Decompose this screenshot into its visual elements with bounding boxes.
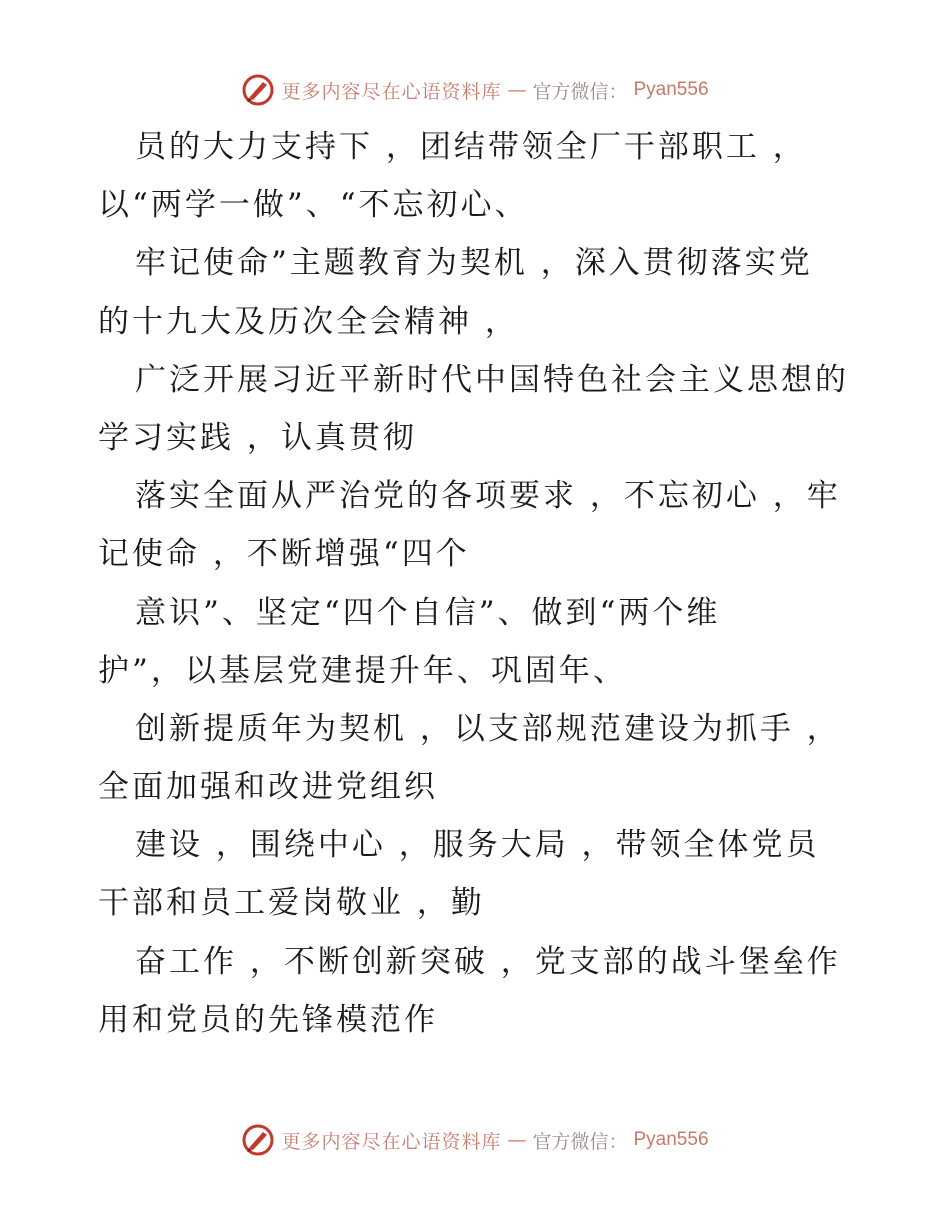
paragraph-line: 的十九大及历次全会精神 ， [98, 303, 519, 340]
paragraph-line: 员的大力支持下 ，团结带领全厂干部职工 ， [135, 129, 807, 165]
paragraph-line: 建设 ，围绕中心 ，服务大局 ，带领全体党员 [135, 827, 820, 864]
watermark-brand-text: 更多内容尽在心语资料库 [281, 80, 502, 103]
paragraph-line: 奋工作 ，不断创新突破 ，党支部的战斗堡垒作 [135, 943, 841, 980]
pen-circle-logo-icon [241, 73, 275, 107]
paragraph-line: 护”，以基层党建提升年、巩固年、 [98, 652, 627, 689]
header-watermark [0, 70, 950, 110]
watermark-official-label: 官方微信： [532, 1130, 628, 1153]
paragraph-line: 干部和员工爱岗敬业 ，勤 [98, 885, 485, 922]
document-body [98, 118, 868, 1049]
paragraph-line: 落实全面从严治党的各项要求 ，不忘初心 ，牢 [135, 478, 841, 515]
watermark-wechat-id: Pyan556 [633, 79, 709, 100]
paragraph-line: 牢记使命”主题教育为契机 ，深入贯彻落实党 [135, 245, 813, 282]
paragraph-line: 以“两学一做”、“不忘初心、 [98, 187, 529, 224]
paragraph-line: 全面加强和改进党组织 [98, 769, 438, 806]
pen-circle-logo-icon [241, 1123, 275, 1157]
paragraph-line: 意识”、坚定“四个自信”、做到“两个维 [135, 594, 721, 631]
watermark-dash: — [507, 1129, 527, 1151]
paragraph-line: 创新提质年为契机 ，以支部规范建设为抓手 ， [135, 710, 841, 747]
watermark-brand-text: 更多内容尽在心语资料库 [281, 1130, 502, 1153]
paragraph-line: 学习实践 ，认真贯彻 [98, 419, 417, 456]
paragraph-line: 记使命 ，不断增强“四个 [98, 536, 470, 573]
footer-watermark [0, 1120, 950, 1160]
paragraph-line: 广泛开展习近平新时代中国特色社会主义思想的 [135, 361, 849, 398]
paragraph-line: 用和党员的先锋模范作 [98, 1001, 438, 1038]
watermark-dash: — [507, 79, 527, 101]
watermark-wechat-id: Pyan556 [633, 1129, 709, 1150]
watermark-official-label: 官方微信： [532, 80, 628, 103]
